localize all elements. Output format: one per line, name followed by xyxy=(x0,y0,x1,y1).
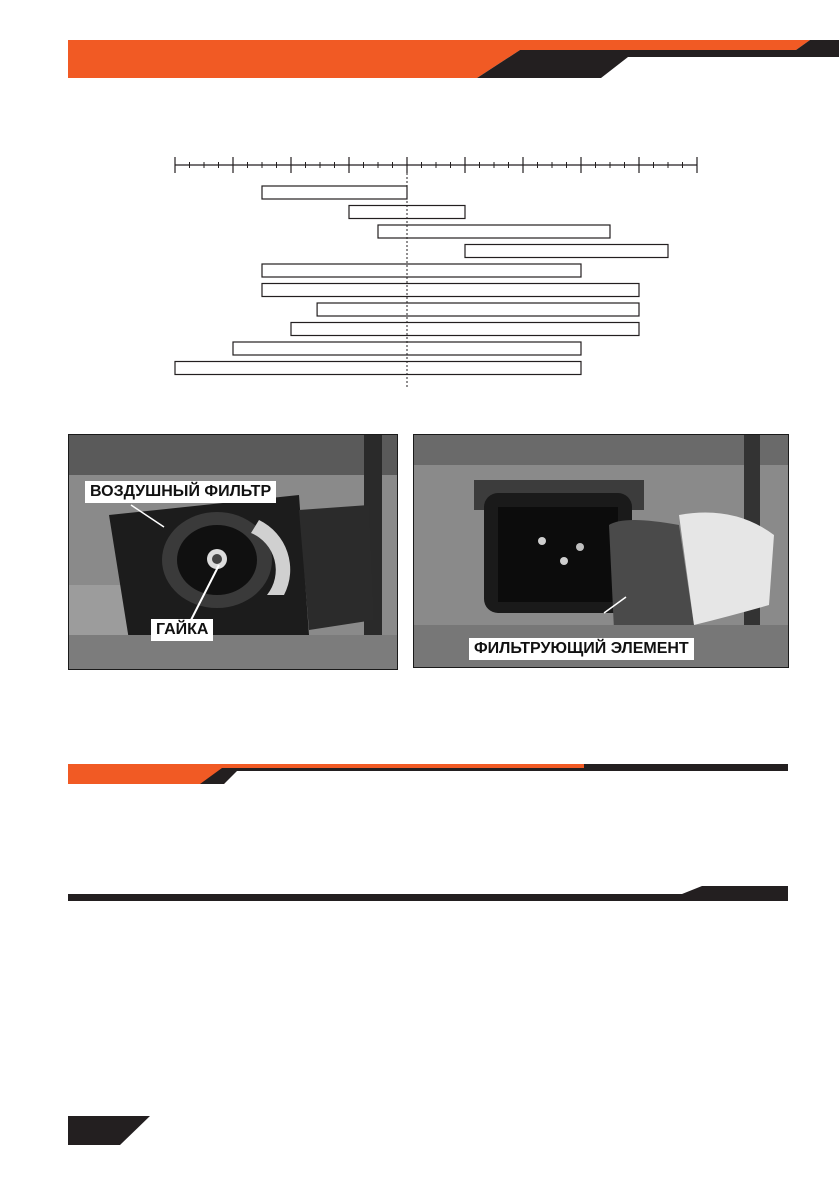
label-filter-element: ФИЛЬТРУЮЩИЙ ЭЛЕМЕНТ xyxy=(469,638,694,660)
label-nut: ГАЙКА xyxy=(151,619,213,641)
label-air-filter: ВОЗДУШНЫЙ ФИЛЬТР xyxy=(85,481,276,503)
page-tab-shape xyxy=(68,1116,150,1145)
